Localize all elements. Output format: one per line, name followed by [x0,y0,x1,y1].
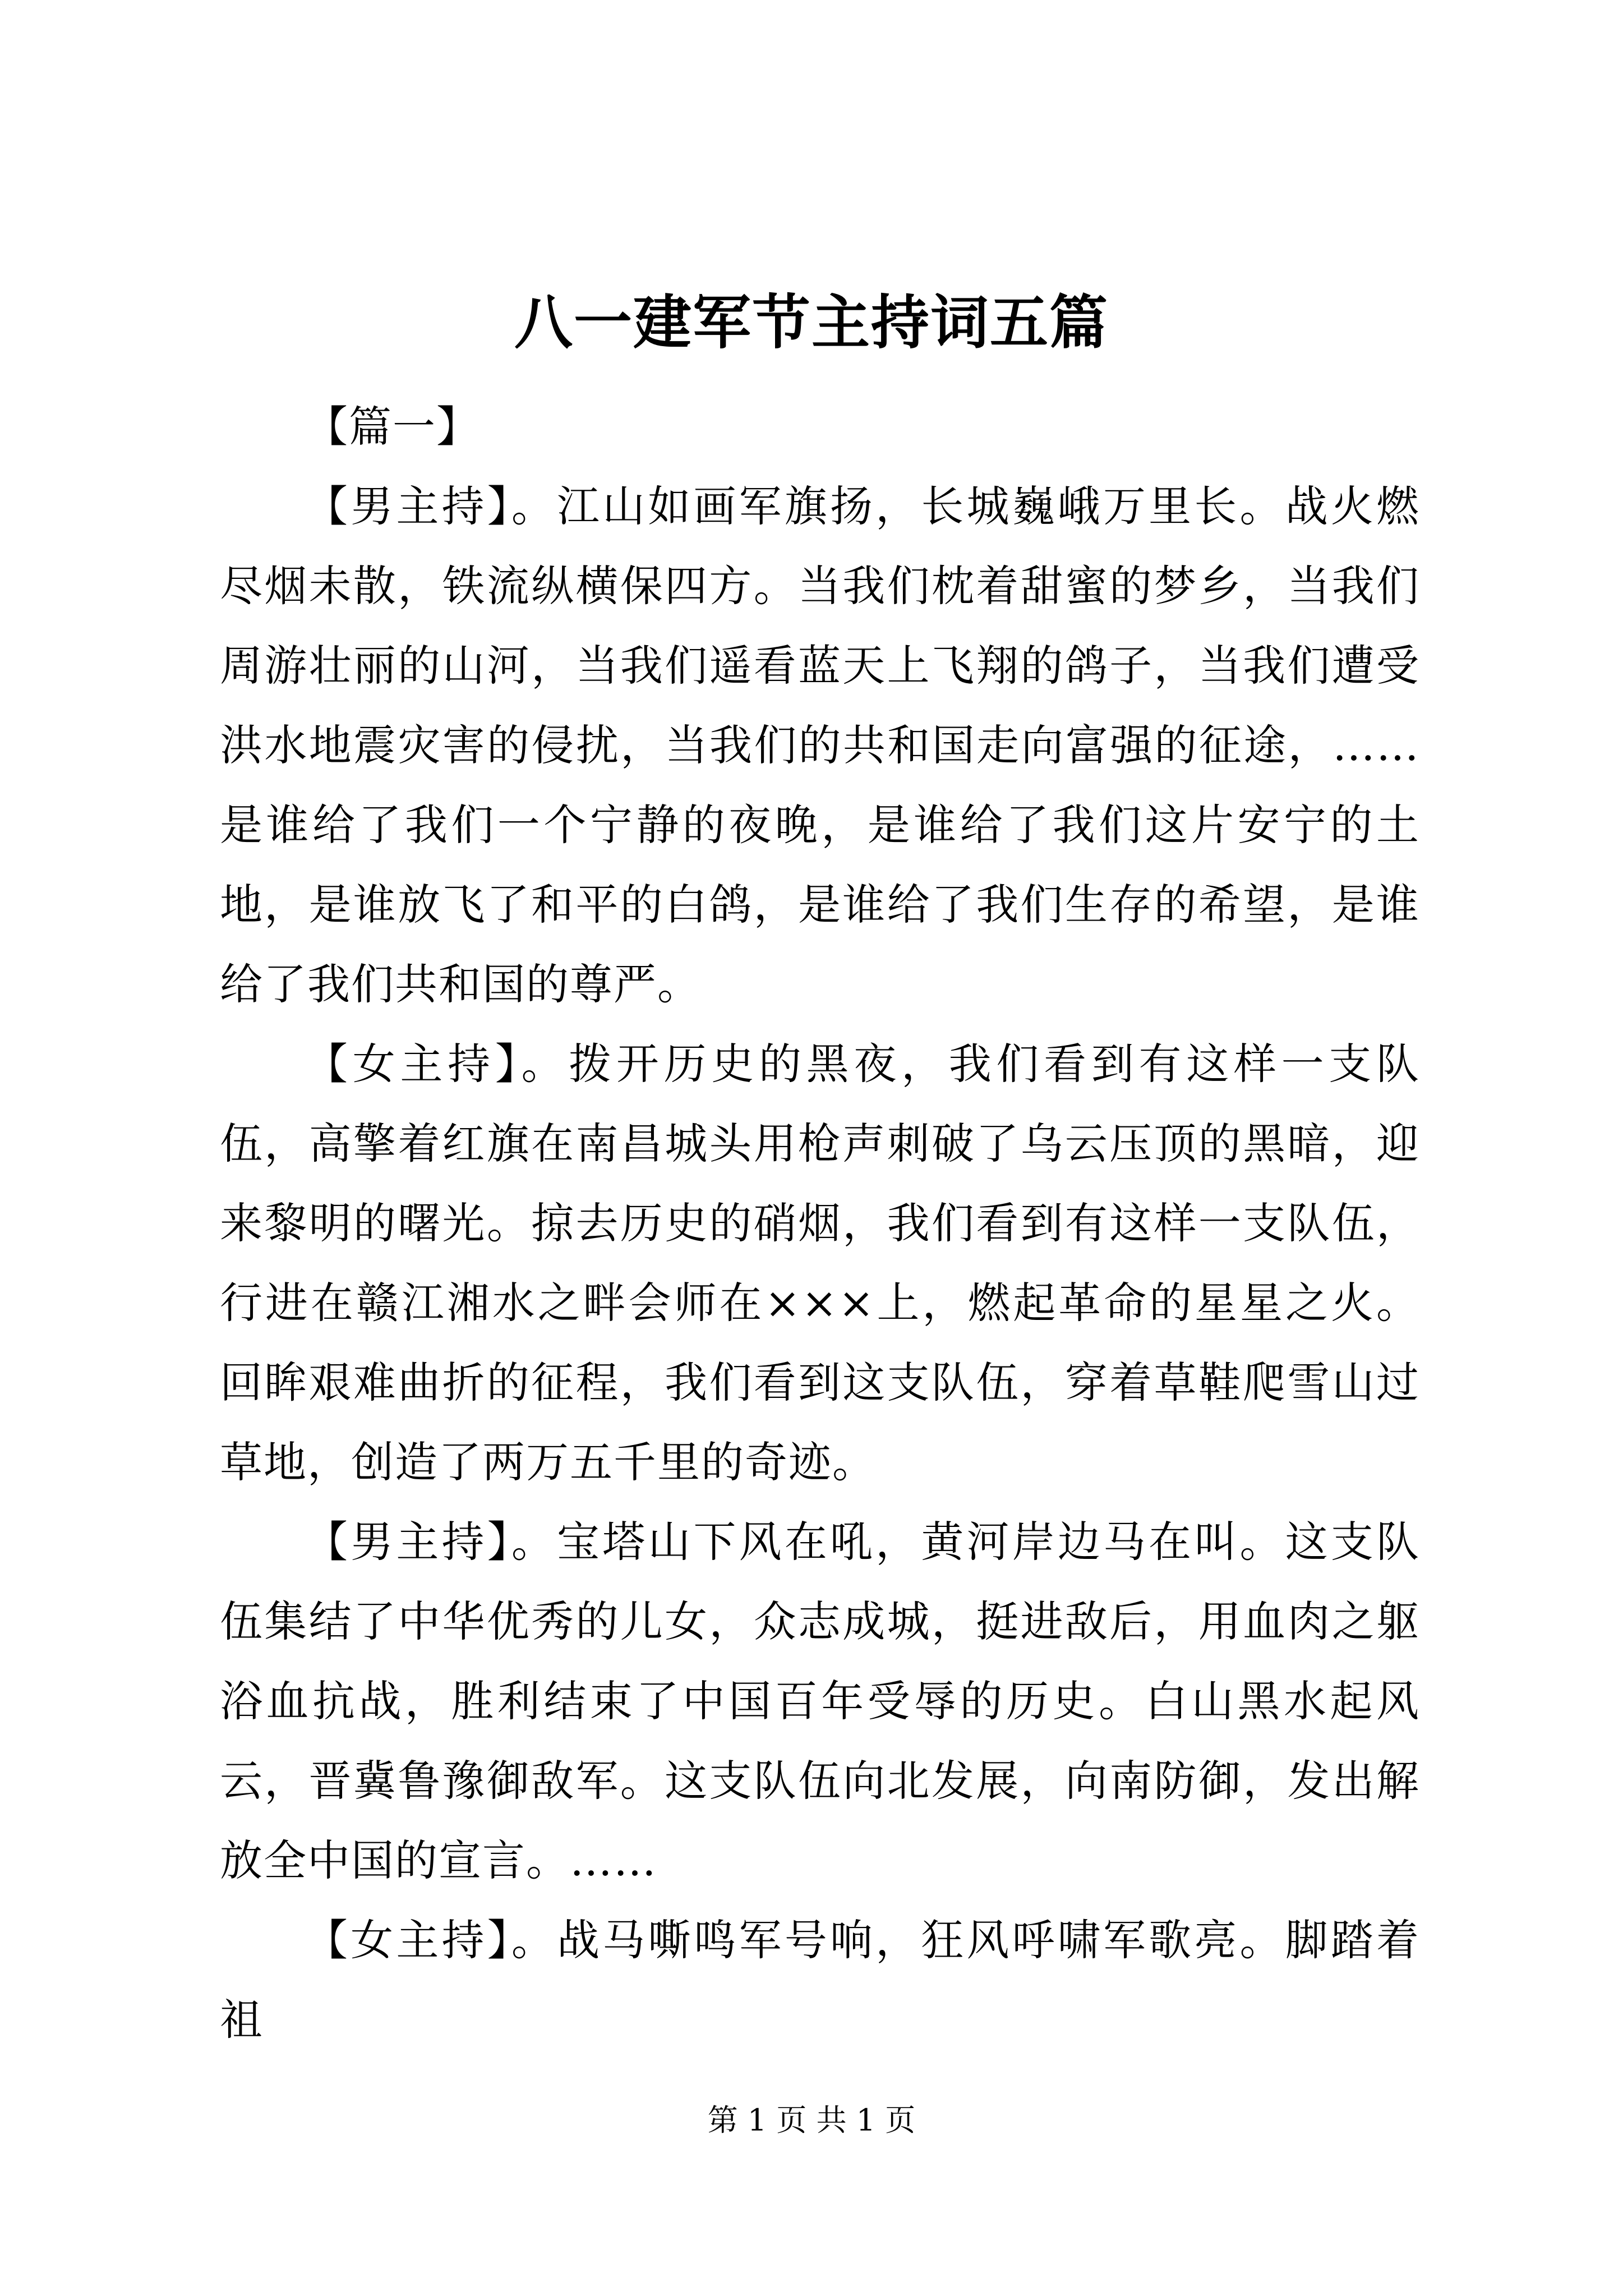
paragraph-male-host-1: 【男主持】。江山如画军旗扬，长城巍峨万里长。战火燃尽烟未散，铁流纵横保四方。当我们枕着甜蜜的梦乡，当我们周游壮丽的山河，当我们遥看蓝天上飞翔的鸽子，当我们遭受洪水地震灾害的侵扰，当我们的共和国走向富强的征途，……是谁给了我们一个宁静的夜晚，是谁给了我们这片安宁的土地，是谁放飞了和平的白鸽，是谁给了我们生存的希望，是谁给了我们共和国的尊严。 [220,481,1420,1009]
paragraph-female-host-2: 【女主持】。战马嘶鸣军号响，狂风呼啸军歌亮。脚踏着祖 [220,1915,1420,2045]
section-heading: 【篇一】 [305,402,480,452]
document-title: 八一建军节主持词五篇 [514,288,1109,357]
paragraph-male-host-2: 【男主持】。宝塔山下风在吼，黄河岸边马在叫。这支队伍集结了中华优秀的儿女，众志成城，挺进敌后，用血肉之躯浴血抗战，胜利结束了中国百年受辱的历史。白山黑水起风云，晋冀鲁豫御敌军。这支队伍向北发展，向南防御，发出解放全中国的宣言。…… [220,1517,1420,1885]
document-body [220,387,1420,2060]
paragraph-female-host-1: 【女主持】。拨开历史的黑夜，我们看到有这样一支队伍，高擎着红旗在南昌城头用枪声刺破了乌云压顶的黑暗，迎来黎明的曙光。掠去历史的硝烟，我们看到有这样一支队伍，行进在赣江湘水之畔会师在×××上，燃起革命的星星之火。回眸艰难曲折的征程，我们看到这支队伍，穿着草鞋爬雪山过草地，创造了两万五千里的奇迹。 [220,1039,1420,1487]
page-footer: 第 1 页 共 1 页 [707,2102,916,2138]
